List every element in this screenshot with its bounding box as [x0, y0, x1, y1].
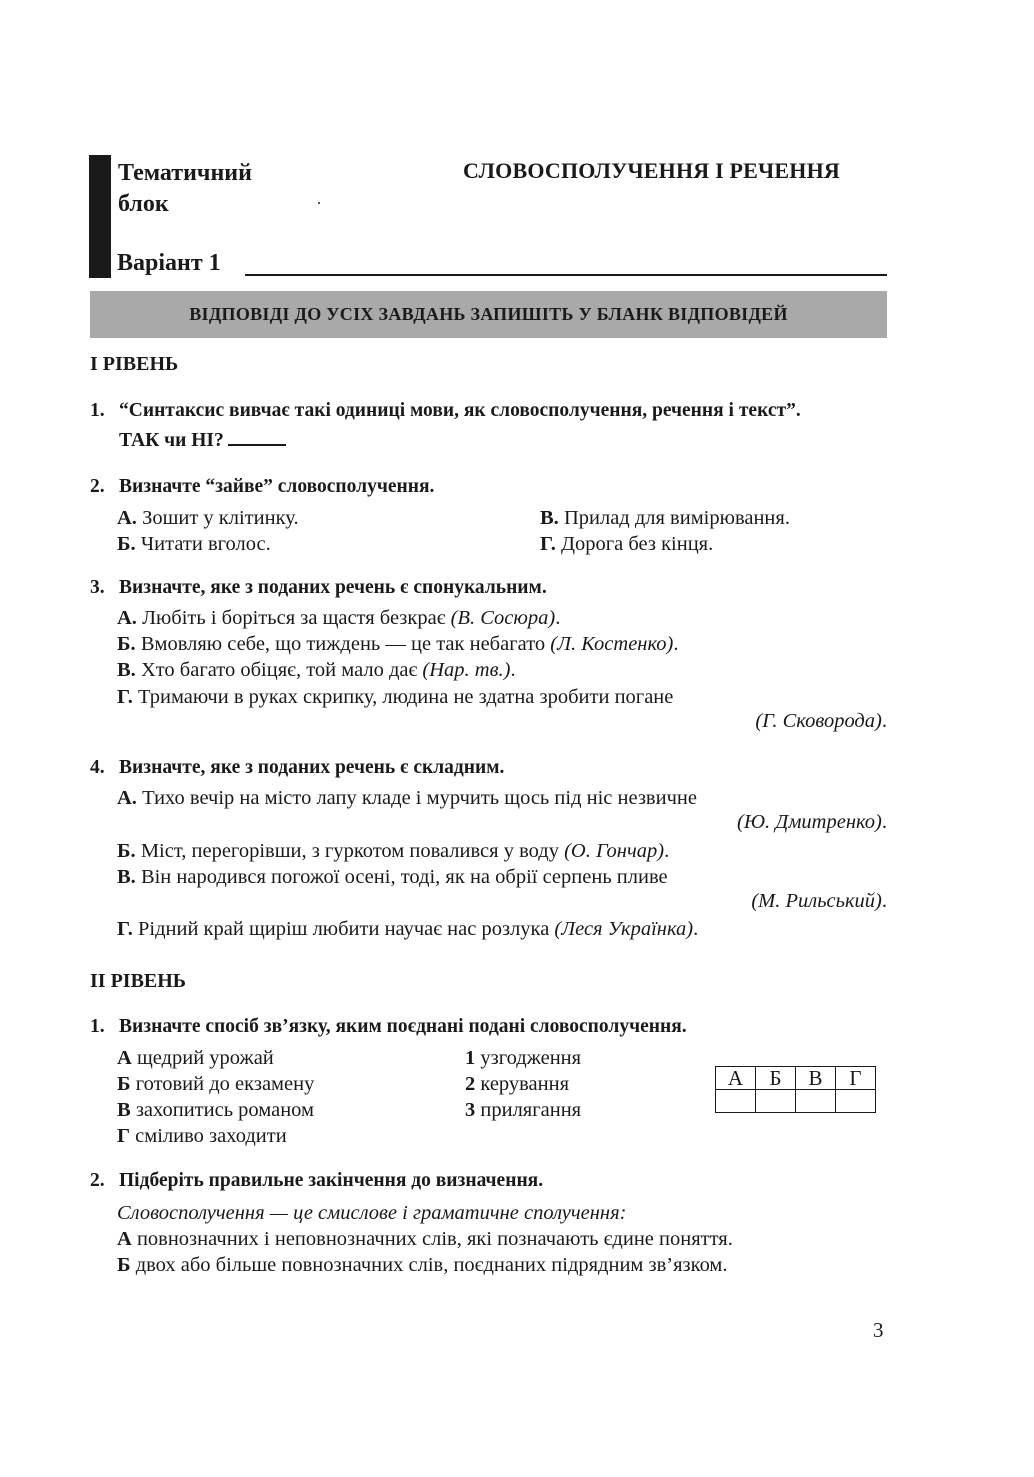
l1-q3-option-a: А. Любіть і боріться за щастя безкрає (В. Сосюра).	[117, 607, 561, 629]
block-marker-bar	[89, 155, 111, 278]
l1-q3-option-v: В. Хто багато обіцяє, той мало дає (Нар. тв.).	[117, 659, 516, 681]
answer-grid	[715, 1066, 876, 1113]
l1-q3	[90, 575, 547, 601]
page-title: СЛОВОСПОЛУЧЕННЯ І РЕЧЕННЯ	[463, 158, 840, 183]
stray-dot	[318, 202, 320, 204]
variant-underline	[245, 274, 887, 276]
l1-q2-option-v: В. Прилад для вимірювання.	[540, 507, 790, 529]
l1-q4-text: Визначте, яке з поданих речень є складним.	[119, 757, 505, 778]
grid-header-b: Б	[756, 1067, 796, 1090]
grid-answer-cell-a[interactable]	[716, 1090, 756, 1113]
block-label-line2: блок	[118, 191, 169, 217]
l1-q4-num: 4.	[90, 757, 105, 778]
l1-q2-text: Визначте “зайве” словосполучення.	[119, 476, 435, 497]
l1-q3-num: 3.	[90, 577, 105, 598]
l1-q2-num: 2.	[90, 476, 105, 497]
grid-answer-cell-b[interactable]	[756, 1090, 796, 1113]
l2-q1-right-1: 1 узгодження	[465, 1047, 582, 1069]
l1-q4-option-v-source: (М. Рильський).	[751, 890, 887, 912]
l1-q1-line2: ТАК чи НІ?	[119, 430, 224, 451]
grid-header-a: А	[716, 1067, 756, 1090]
l2-q1-right-2: 2 керування	[465, 1073, 570, 1095]
grid-header-v: В	[796, 1067, 836, 1090]
l2-q2-text: Підберіть правильне закінчення до визначення.	[119, 1170, 544, 1191]
l1-q3-option-g: Г. Тримаючи в руках скрипку, людина не здатна зробити погане	[117, 686, 674, 708]
l2-q1-left-g: Г сміливо заходити	[117, 1125, 287, 1147]
l2-q2-option-b: Б двох або більше повнозначних слів, поєднаних підрядним зв’язком.	[117, 1254, 728, 1276]
l1-q1-line1: “Синтаксис вивчає такі одиниці мови, як словосполучення, речення і текст”.	[119, 400, 801, 421]
l1-q4-option-a: А. Тихо вечір на місто лапу кладе і мурчить щось під ніс незвичне	[117, 787, 697, 809]
l2-q1-left-v: В захопитись романом	[117, 1099, 315, 1121]
l1-q3-option-g-source: (Г. Сковорода).	[755, 710, 887, 732]
l2-q1-left-a: А щедрий урожай	[117, 1047, 274, 1069]
answer-blank[interactable]	[228, 424, 286, 446]
l2-q2-intro: Словосполучення — це смислове і граматичне сполучення:	[117, 1202, 627, 1224]
l2-q2-num: 2.	[90, 1170, 105, 1191]
grid-answer-cell-g[interactable]	[836, 1090, 876, 1113]
l1-q2-option-a: А. Зошит у клітинку.	[117, 507, 299, 529]
l1-q2-option-b: Б. Читати вголос.	[117, 533, 271, 555]
l1-q1	[90, 398, 801, 424]
grid-answer-cell-v[interactable]	[796, 1090, 836, 1113]
variant-label: Варіант 1	[117, 250, 221, 276]
l2-q1-num: 1.	[90, 1016, 105, 1037]
l1-q1-num: 1.	[90, 400, 105, 421]
l1-q1-cont	[119, 424, 286, 454]
l1-q4-option-v: В. Він народився погожої осені, тоді, як на обрії серпень пливе	[117, 866, 668, 888]
l2-q2-option-a: А повнозначних і неповнозначних слів, які позначають єдине поняття.	[117, 1228, 733, 1250]
l1-q4-option-g: Г. Рідний край щиріш любити научає нас розлука (Леся Українка).	[117, 918, 699, 940]
l1-q2	[90, 474, 434, 500]
grid-header-g: Г	[836, 1067, 876, 1090]
l2-q1-text: Визначте спосіб зв’язку, яким поєднані подані словосполучення.	[119, 1016, 687, 1037]
l1-q3-option-b: Б. Вмовляю себе, що тиждень — це так небагато (Л. Костенко).	[117, 633, 679, 655]
l1-q4-option-a-source: (Ю. Дмитренко).	[737, 811, 887, 833]
l2-q2	[90, 1168, 543, 1194]
l1-q4	[90, 755, 504, 781]
level-1-title: І РІВЕНЬ	[90, 353, 179, 375]
block-label-line1: Тематичний	[118, 160, 252, 186]
instruction-banner: ВІДПОВІДІ ДО УСІХ ЗАВДАНЬ ЗАПИШІТЬ У БЛАНК ВІДПОВІДЕЙ	[90, 291, 887, 338]
level-2-title: ІІ РІВЕНЬ	[90, 970, 187, 992]
l2-q1-left-b: Б готовий до екзамену	[117, 1073, 315, 1095]
l1-q2-option-g: Г. Дорога без кінця.	[540, 533, 714, 555]
l1-q4-option-b: Б. Міст, перегорівши, з гуркотом повалився у воду (О. Гончар).	[117, 840, 670, 862]
l1-q3-text: Визначте, яке з поданих речень є спонукальним.	[119, 577, 547, 598]
page-number: 3	[873, 1318, 884, 1342]
l2-q1-right-3: 3 прилягання	[465, 1099, 582, 1121]
l2-q1	[90, 1014, 687, 1040]
